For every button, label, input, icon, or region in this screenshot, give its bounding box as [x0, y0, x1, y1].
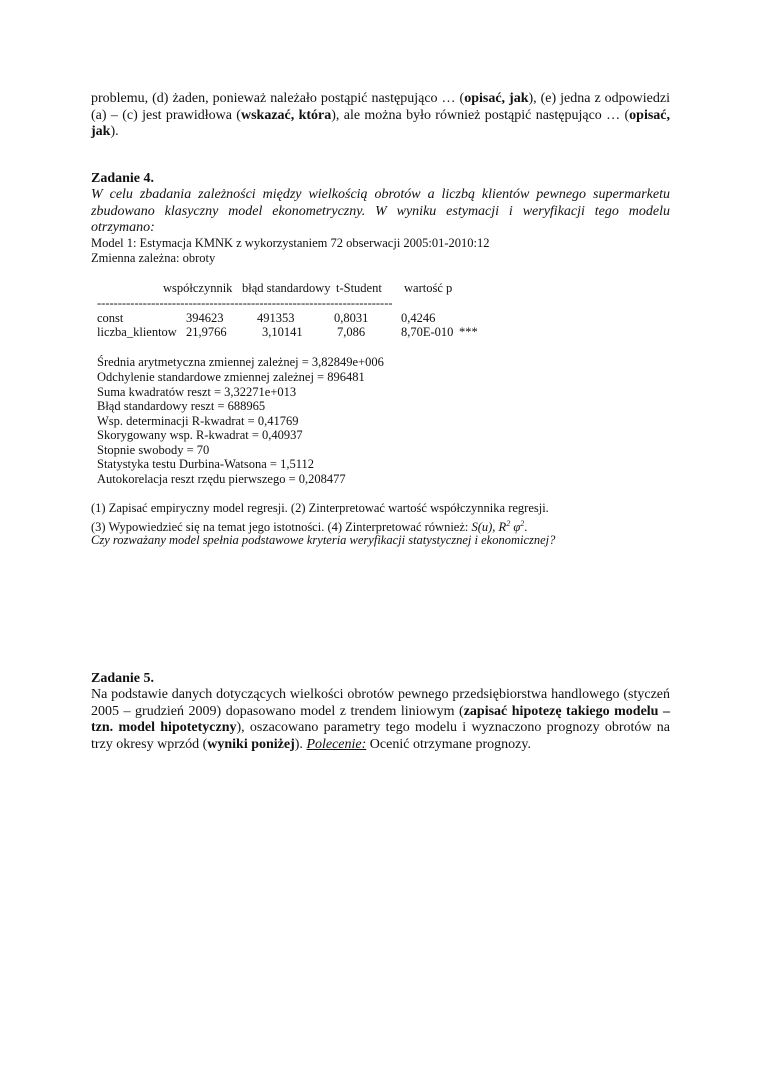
- task5-text-4: Ocenić otrzymane prognozy.: [366, 736, 531, 752]
- row-se: 491353: [257, 311, 295, 325]
- row-p: 8,70E-010: [401, 325, 454, 339]
- intro-text-2: ), (e) jedna z odpowiedzi (a) – (c) jest prawidłowa (: [91, 91, 670, 123]
- header-coef: współczynnik: [163, 281, 233, 295]
- stat-line: Statystyka testu Durbina-Watsona = 1,5112: [97, 457, 315, 471]
- row-name: liczba_klientow: [97, 325, 177, 339]
- task5-text-2: ), oszacowano parametry tego modelu i wyznaczono prognozy obrotów na trzy okresy wprzód (: [91, 720, 670, 752]
- stat-line: Średnia arytmetyczna zmiennej zależnej = 3,82849e+006: [97, 355, 384, 369]
- stat-line: Wsp. determinacji R-kwadrat = 0,41769: [97, 414, 299, 428]
- question-1: (1) Zapisać empiryczny model regresji. (2) Zinterpretować wartość współczynnika regresji.: [91, 501, 549, 515]
- question-3: Czy rozważany model spełnia podstawowe kryteria weryfikacji statystycznej i ekonomicznej?: [91, 533, 556, 547]
- row-stars: ***: [459, 325, 478, 339]
- stat-line: Stopnie swobody = 70: [97, 443, 210, 457]
- row-p: 0,4246: [401, 311, 436, 325]
- task5-text-1: Na podstawie danych dotyczących wielkości obrotów pewnego przedsiębiorstwa handlowego (styczeń 2005 – grudzień 2009) dopasowano model z trendem liniowym (: [91, 687, 670, 719]
- task5-paragraph: [91, 687, 670, 753]
- row-t: 0,8031: [334, 311, 369, 325]
- task4-intro: W celu zbadania zależności między wielkością obrotów a liczbą klientów pewnego supermarketu zbudowano klasyczny model ekonometryczny. W wyniku estymacji i weryfikacji tego modelu otrzymano:: [91, 187, 670, 235]
- task5-instruction-label: Polecenie:: [306, 736, 367, 752]
- question-2-symbol-phi: φ: [510, 520, 521, 535]
- intro-text-1: problemu, (d) żaden, ponieważ należało postąpić następująco … (: [91, 91, 465, 106]
- model-line: Model 1: Estymacja KMNK z wykorzystaniem 72 obserwacji 2005:01-2010:12: [91, 236, 490, 250]
- stat-line: Odchylenie standardowe zmiennej zależnej = 896481: [97, 370, 365, 384]
- row-name: const: [97, 311, 124, 325]
- header-se: błąd standardowy: [242, 281, 331, 295]
- question-2-end: .: [524, 520, 528, 535]
- intro-paragraph: [91, 91, 670, 141]
- question-2-symbol-s-r: S(u), R: [471, 520, 507, 535]
- dependent-variable: Zmienna zależna: obroty: [91, 251, 216, 265]
- task5-text-3: ).: [294, 736, 307, 752]
- row-se: 3,10141: [262, 325, 303, 339]
- intro-bold-1: opisać, jak: [464, 91, 529, 106]
- row-coef: 21,9766: [186, 325, 227, 339]
- intro-text-4: ).: [110, 124, 119, 139]
- table-separator: -----------------------------------------------------------------------: [97, 296, 393, 310]
- task4-heading: Zadanie 4.: [91, 171, 155, 186]
- header-t: t-Student: [336, 281, 382, 295]
- superscript: 2: [520, 519, 525, 528]
- stat-line: Autokorelacja reszt rzędu pierwszego = 0,208477: [97, 472, 346, 486]
- intro-text-3: ), ale można było również postąpić następująco … (: [331, 107, 630, 123]
- question-2-text: (3) Wypowiedzieć się na temat jego istotności. (4) Zinterpretować również:: [91, 520, 472, 535]
- stat-line: Skorygowany wsp. R-kwadrat = 0,40937: [97, 428, 303, 442]
- stat-line: Suma kwadratów reszt = 3,32271e+013: [97, 385, 297, 399]
- row-t: 7,086: [337, 325, 366, 339]
- superscript: 2: [506, 519, 511, 528]
- stat-line: Błąd standardowy reszt = 688965: [97, 399, 266, 413]
- header-p: wartość p: [404, 281, 453, 295]
- task5-heading: Zadanie 5.: [91, 671, 155, 686]
- task5-bold-1: zapisać hipotezę takiego modelu – tzn. model hipotetyczny: [91, 703, 670, 735]
- row-coef: 394623: [186, 311, 224, 325]
- intro-bold-2: wskazać, która: [240, 107, 332, 123]
- task5-bold-2: wyniki poniżej: [207, 736, 295, 752]
- intro-bold-3: opisać, jak: [91, 107, 670, 139]
